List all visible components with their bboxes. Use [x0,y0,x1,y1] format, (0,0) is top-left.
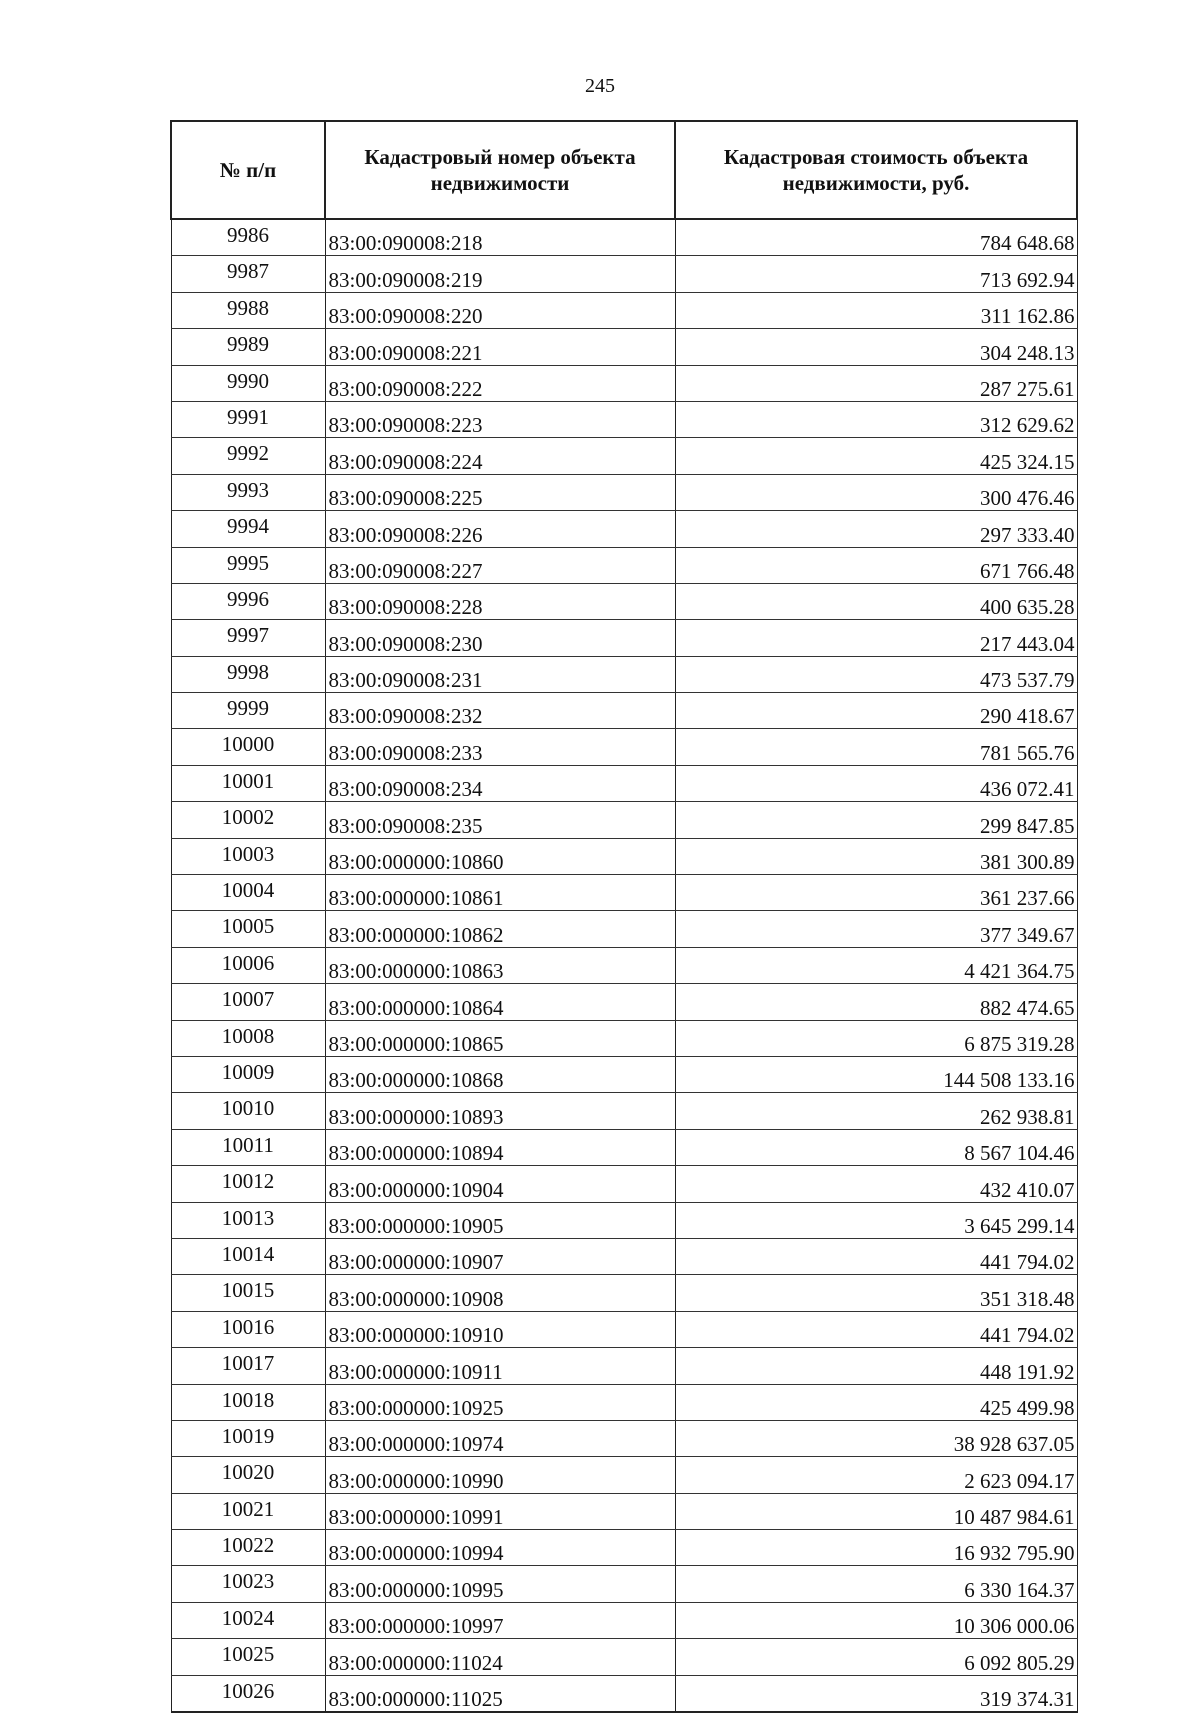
row-index-cell: 10019 [171,1420,325,1456]
cadastral-number-cell: 83:00:090008:233 [325,729,675,765]
cadastral-cost-cell: 6 875 319.28 [675,1020,1077,1056]
table-row [171,984,1077,1020]
table-row [171,1275,1077,1311]
cadastral-cost-cell: 262 938.81 [675,1093,1077,1129]
cadastral-cost-cell: 6 330 164.37 [675,1566,1077,1602]
table-row [171,256,1077,292]
row-index-cell: 10010 [171,1093,325,1129]
cadastral-number-cell: 83:00:000000:10904 [325,1166,675,1202]
row-index-cell: 10018 [171,1384,325,1420]
cadastral-cost-cell: 377 349.67 [675,911,1077,947]
row-index-cell: 10002 [171,802,325,838]
table-row [171,547,1077,583]
cadastral-number-cell: 83:00:090008:228 [325,583,675,619]
row-index-cell: 9996 [171,583,325,619]
row-index-cell: 10011 [171,1129,325,1165]
cadastral-number-cell: 83:00:000000:10994 [325,1530,675,1566]
table-row [171,1639,1077,1675]
cadastral-number-cell: 83:00:090008:230 [325,620,675,656]
row-index-cell: 10026 [171,1675,325,1712]
cadastral-cost-cell: 781 565.76 [675,729,1077,765]
table-row [171,1238,1077,1274]
cadastral-number-cell: 83:00:090008:219 [325,256,675,292]
table-row [171,583,1077,619]
row-index-cell: 10021 [171,1493,325,1529]
cadastral-cost-cell: 10 306 000.06 [675,1602,1077,1638]
cadastral-number-cell: 83:00:090008:225 [325,474,675,510]
table-row [171,1602,1077,1638]
table-row [171,802,1077,838]
table-row [171,474,1077,510]
cadastral-cost-cell: 287 275.61 [675,365,1077,401]
cadastral-number-cell: 83:00:000000:10864 [325,984,675,1020]
table-row [171,511,1077,547]
page-number: 245 [585,75,615,97]
row-index-cell: 9997 [171,620,325,656]
cadastral-number-cell: 83:00:000000:10911 [325,1348,675,1384]
cadastral-number-cell: 83:00:090008:223 [325,401,675,437]
cadastral-number-cell: 83:00:000000:10907 [325,1238,675,1274]
cadastral-number-cell: 83:00:090008:220 [325,292,675,328]
row-index-cell: 9989 [171,329,325,365]
table-row [171,1384,1077,1420]
cadastral-number-cell: 83:00:000000:10991 [325,1493,675,1529]
row-index-cell: 10022 [171,1530,325,1566]
column-header-cadastral-number: Кадастровый номер объекта недвижимости [325,121,675,219]
cadastral-number-cell: 83:00:090008:221 [325,329,675,365]
cadastral-number-cell: 83:00:090008:222 [325,365,675,401]
cadastral-cost-cell: 300 476.46 [675,474,1077,510]
cadastral-number-cell: 83:00:000000:10861 [325,875,675,911]
table-row [171,1420,1077,1456]
row-index-cell: 10000 [171,729,325,765]
table-row [171,438,1077,474]
cadastral-cost-cell: 217 443.04 [675,620,1077,656]
cadastral-cost-cell: 381 300.89 [675,838,1077,874]
table-row [171,765,1077,801]
table-row [171,292,1077,328]
row-index-cell: 9999 [171,693,325,729]
table-row [171,1348,1077,1384]
column-header-cadastral-cost: Кадастровая стоимость объекта недвижимости, руб. [675,121,1077,219]
row-index-cell: 9987 [171,256,325,292]
table-row [171,875,1077,911]
cadastral-number-cell: 83:00:090008:226 [325,511,675,547]
table-row [171,1566,1077,1602]
table-row [171,656,1077,692]
cadastral-number-cell: 83:00:090008:231 [325,656,675,692]
table-row [171,1675,1077,1712]
cadastral-cost-cell: 713 692.94 [675,256,1077,292]
cadastral-number-cell: 83:00:000000:10868 [325,1056,675,1092]
table-body [171,219,1077,1712]
table-row [171,1530,1077,1566]
row-index-cell: 10007 [171,984,325,1020]
table-row [171,365,1077,401]
cadastral-cost-cell: 361 237.66 [675,875,1077,911]
cadastral-cost-cell: 425 499.98 [675,1384,1077,1420]
cadastral-number-cell: 83:00:090008:218 [325,219,675,256]
row-index-cell: 10015 [171,1275,325,1311]
table-row [171,947,1077,983]
table-row [171,1093,1077,1129]
row-index-cell: 9993 [171,474,325,510]
row-index-cell: 10023 [171,1566,325,1602]
row-index-cell: 9994 [171,511,325,547]
cadastral-number-cell: 83:00:090008:235 [325,802,675,838]
cadastral-number-cell: 83:00:000000:10863 [325,947,675,983]
cadastral-cost-cell: 441 794.02 [675,1238,1077,1274]
cadastral-cost-cell: 671 766.48 [675,547,1077,583]
table-row [171,329,1077,365]
cadastral-number-cell: 83:00:000000:10860 [325,838,675,874]
row-index-cell: 10025 [171,1639,325,1675]
cadastral-cost-cell: 319 374.31 [675,1675,1077,1712]
table-row [171,911,1077,947]
cadastral-number-cell: 83:00:000000:10862 [325,911,675,947]
table-row [171,1493,1077,1529]
cadastral-cost-cell: 882 474.65 [675,984,1077,1020]
cadastral-cost-cell: 6 092 805.29 [675,1639,1077,1675]
cadastral-number-cell: 83:00:000000:10997 [325,1602,675,1638]
cadastral-number-cell: 83:00:000000:10990 [325,1457,675,1493]
cadastral-number-cell: 83:00:000000:10925 [325,1384,675,1420]
row-index-cell: 10008 [171,1020,325,1056]
table-row [171,729,1077,765]
row-index-cell: 10003 [171,838,325,874]
cadastral-value-table [170,120,1078,1713]
row-index-cell: 10017 [171,1348,325,1384]
row-index-cell: 10024 [171,1602,325,1638]
table-row [171,1202,1077,1238]
cadastral-cost-cell: 784 648.68 [675,219,1077,256]
cadastral-number-cell: 83:00:000000:10995 [325,1566,675,1602]
cadastral-cost-cell: 425 324.15 [675,438,1077,474]
cadastral-cost-cell: 311 162.86 [675,292,1077,328]
row-index-cell: 10020 [171,1457,325,1493]
table-row [171,1056,1077,1092]
cadastral-number-cell: 83:00:090008:232 [325,693,675,729]
cadastral-number-cell: 83:00:090008:227 [325,547,675,583]
cadastral-cost-cell: 441 794.02 [675,1311,1077,1347]
cadastral-number-cell: 83:00:000000:10894 [325,1129,675,1165]
cadastral-number-cell: 83:00:090008:224 [325,438,675,474]
cadastral-number-cell: 83:00:000000:10910 [325,1311,675,1347]
cadastral-number-cell: 83:00:000000:10905 [325,1202,675,1238]
cadastral-cost-cell: 16 932 795.90 [675,1530,1077,1566]
cadastral-cost-cell: 297 333.40 [675,511,1077,547]
cadastral-cost-cell: 351 318.48 [675,1275,1077,1311]
row-index-cell: 9991 [171,401,325,437]
row-index-cell: 9995 [171,547,325,583]
table-row [171,219,1077,256]
cadastral-cost-cell: 400 635.28 [675,583,1077,619]
row-index-cell: 10001 [171,765,325,801]
row-index-cell: 10005 [171,911,325,947]
row-index-cell: 9992 [171,438,325,474]
cadastral-cost-cell: 4 421 364.75 [675,947,1077,983]
cadastral-cost-cell: 436 072.41 [675,765,1077,801]
cadastral-cost-cell: 144 508 133.16 [675,1056,1077,1092]
cadastral-number-cell: 83:00:000000:10908 [325,1275,675,1311]
cadastral-number-cell: 83:00:000000:10893 [325,1093,675,1129]
table-row [171,1020,1077,1056]
cadastral-cost-cell: 304 248.13 [675,329,1077,365]
table-row [171,1311,1077,1347]
cadastral-cost-cell: 473 537.79 [675,656,1077,692]
table-row [171,838,1077,874]
column-header-index: № п/п [171,121,325,219]
row-index-cell: 10004 [171,875,325,911]
table-row [171,620,1077,656]
cadastral-cost-cell: 432 410.07 [675,1166,1077,1202]
header-row [171,121,1077,219]
cadastral-number-cell: 83:00:090008:234 [325,765,675,801]
row-index-cell: 10016 [171,1311,325,1347]
cadastral-cost-cell: 299 847.85 [675,802,1077,838]
cadastral-cost-cell: 312 629.62 [675,401,1077,437]
row-index-cell: 10014 [171,1238,325,1274]
row-index-cell: 10009 [171,1056,325,1092]
cadastral-cost-cell: 10 487 984.61 [675,1493,1077,1529]
table-row [171,1457,1077,1493]
cadastral-cost-cell: 448 191.92 [675,1348,1077,1384]
cadastral-cost-cell: 2 623 094.17 [675,1457,1077,1493]
cadastral-cost-cell: 38 928 637.05 [675,1420,1077,1456]
row-index-cell: 9990 [171,365,325,401]
cadastral-number-cell: 83:00:000000:11025 [325,1675,675,1712]
cadastral-cost-cell: 290 418.67 [675,693,1077,729]
table-row [171,693,1077,729]
row-index-cell: 9988 [171,292,325,328]
table-header [171,121,1077,219]
table-row [171,1129,1077,1165]
row-index-cell: 9998 [171,656,325,692]
cadastral-cost-cell: 8 567 104.46 [675,1129,1077,1165]
row-index-cell: 10012 [171,1166,325,1202]
row-index-cell: 10013 [171,1202,325,1238]
row-index-cell: 9986 [171,219,325,256]
cadastral-number-cell: 83:00:000000:11024 [325,1639,675,1675]
cadastral-cost-cell: 3 645 299.14 [675,1202,1077,1238]
table-row [171,1166,1077,1202]
table-row [171,401,1077,437]
cadastral-number-cell: 83:00:000000:10865 [325,1020,675,1056]
cadastral-number-cell: 83:00:000000:10974 [325,1420,675,1456]
row-index-cell: 10006 [171,947,325,983]
